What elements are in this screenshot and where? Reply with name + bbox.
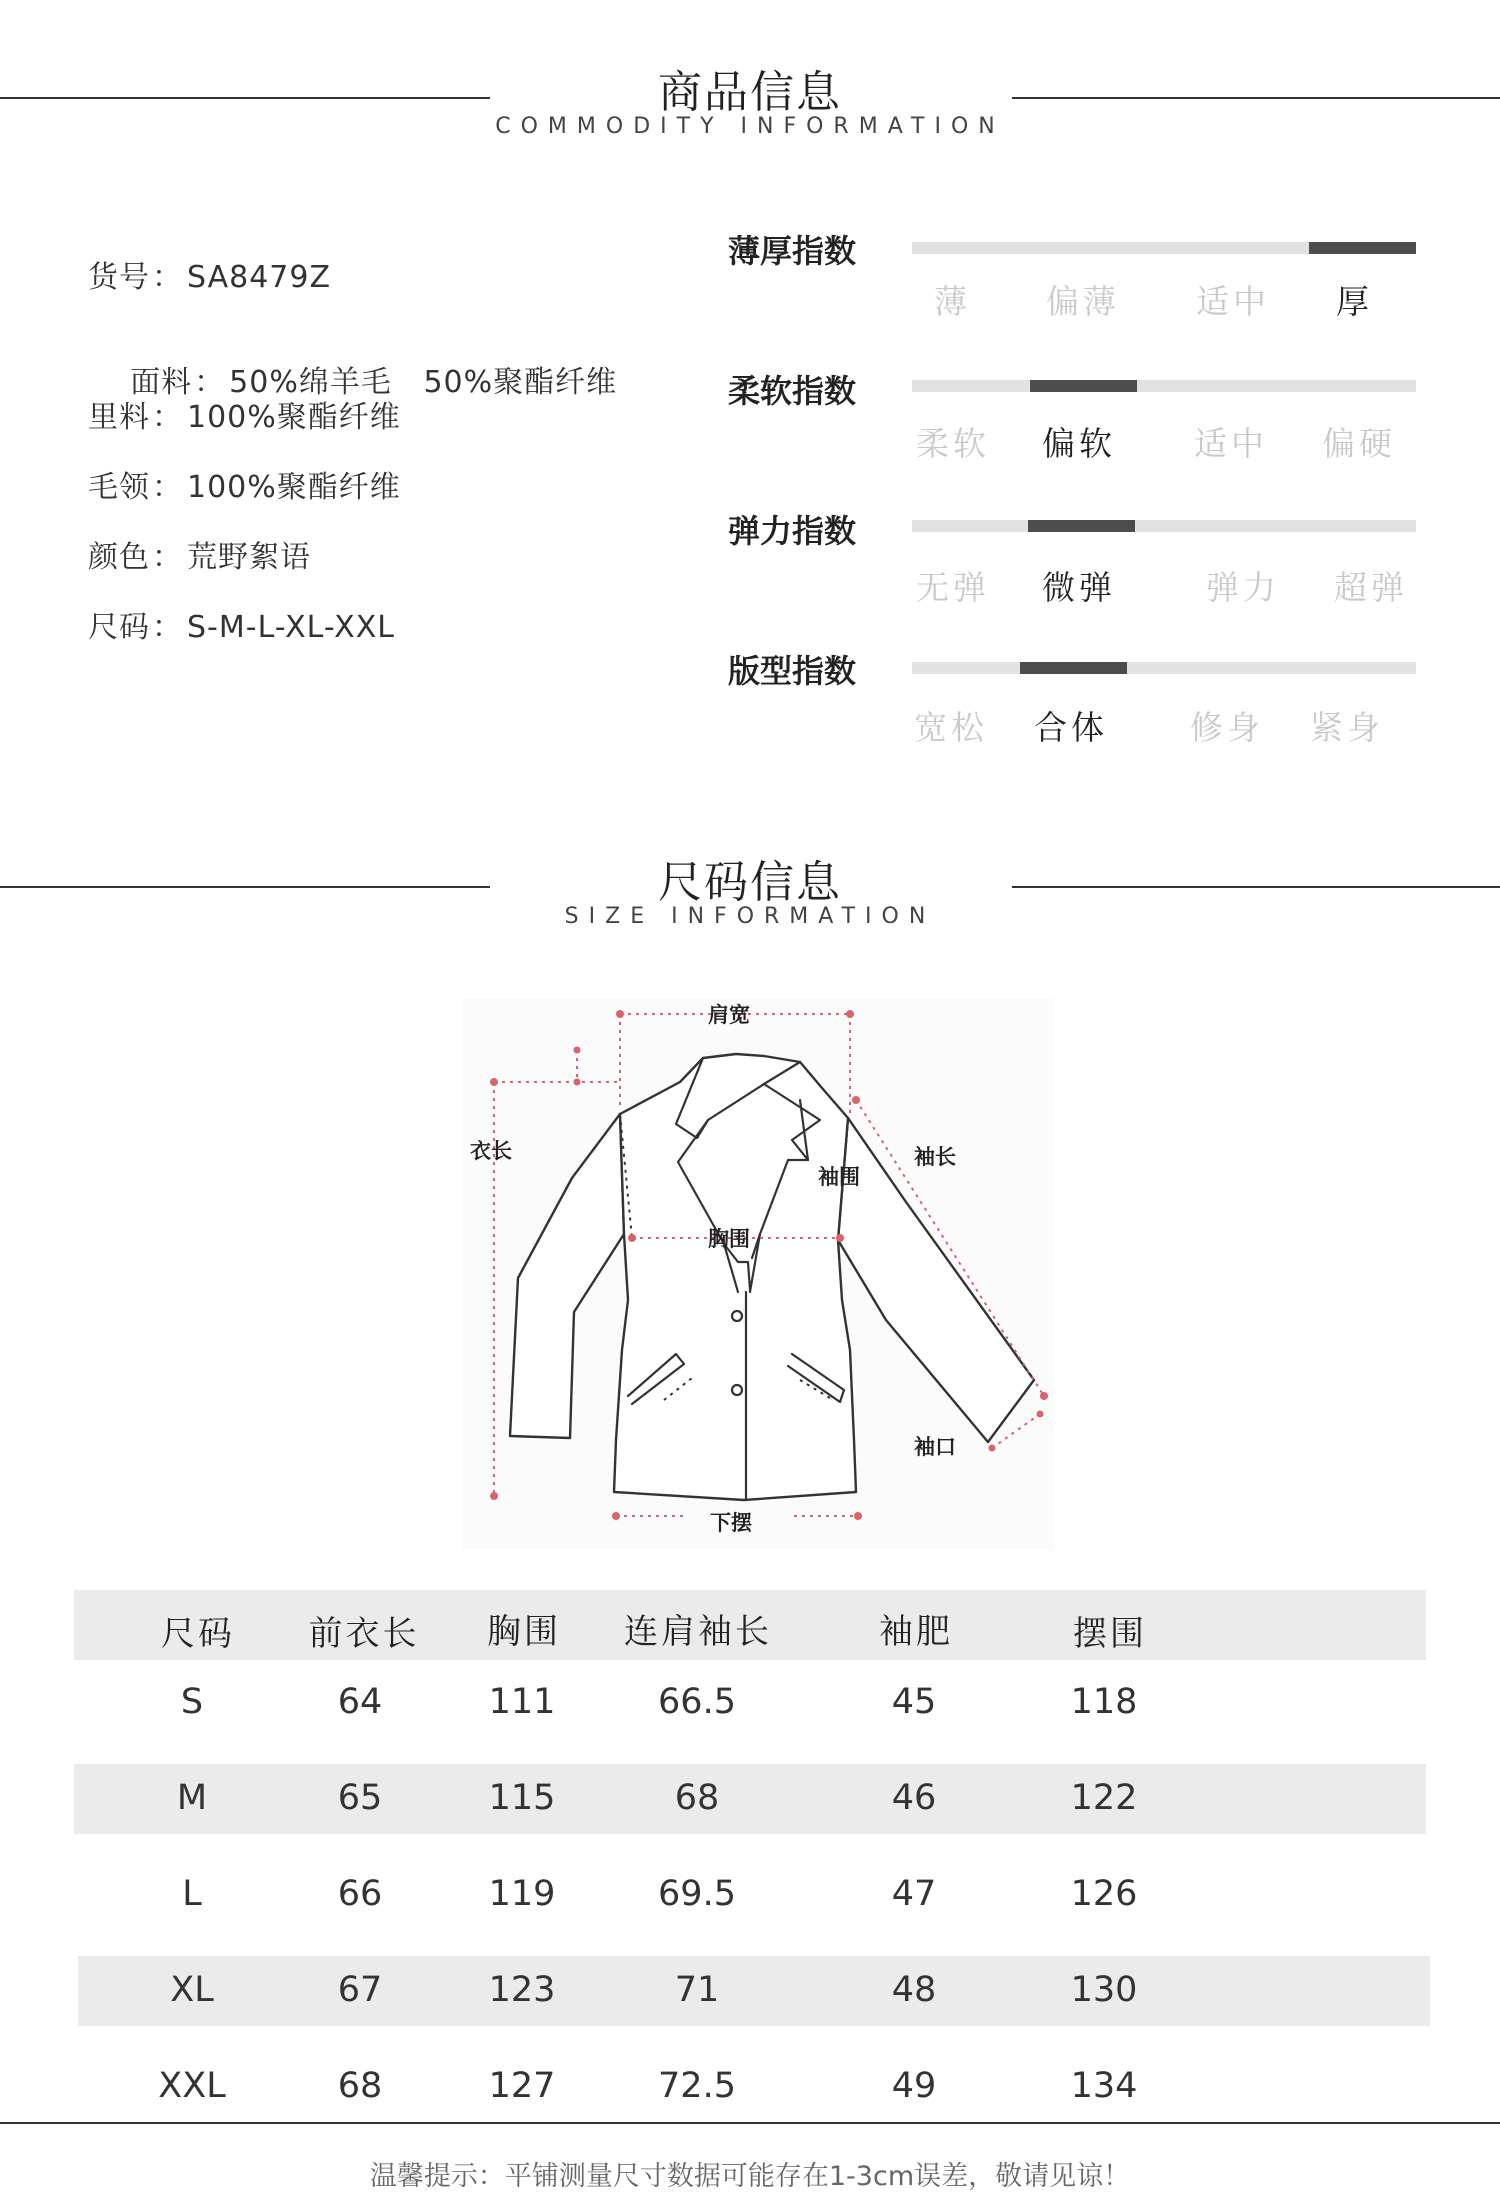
softness-level-medium: 适中 [1194,424,1268,463]
cell-size: S [180,1682,204,1722]
fit-level-slim: 修身 [1190,708,1264,747]
spec-label: 颜色 [88,540,150,575]
cell-sleeve-length: 71 [674,1970,720,2010]
header-hem: 摆围 [1073,1614,1147,1654]
label-cuff: 袖口 [914,1435,956,1459]
cell-chest: 127 [488,2066,556,2106]
thickness-level-slightly-thin: 偏薄 [1046,282,1120,321]
label-shoulder: 肩宽 [708,1003,750,1027]
elasticity-level-elastic: 弹力 [1206,568,1280,607]
spec-value: 荒野絮语 [187,540,311,575]
commodity-subtitle: COMMODITY INFORMATION [495,114,1005,139]
label-length: 衣长 [470,1139,512,1163]
fit-level-tight: 紧身 [1310,708,1384,747]
cell-size: XXL [158,2066,226,2106]
cell-chest: 119 [488,1874,556,1914]
cell-chest: 111 [488,1682,556,1722]
elasticity-level-super: 超弹 [1334,568,1408,607]
thickness-level-medium: 适中 [1196,282,1270,321]
cell-hem: 130 [1070,1970,1138,2010]
softness-index-label: 柔软指数 [728,372,857,410]
fit-level-regular: 合体 [1034,708,1108,747]
cell-chest: 115 [488,1778,556,1818]
spec-item-color: 颜色： 荒野絮语 [88,540,311,575]
header-front-length: 前衣长 [308,1614,420,1654]
label-sleeve-length: 袖长 [914,1145,956,1169]
cell-size: L [182,1874,202,1914]
size-subtitle: SIZE INFORMATION [564,904,936,929]
label-hem: 下摆 [710,1511,752,1535]
cell-hem: 134 [1070,2066,1138,2106]
spec-label: 里料 [88,400,150,435]
spec-value: 50%绵羊毛 50%聚酯纤维 [229,365,618,400]
cell-hem: 118 [1070,1682,1138,1722]
cell-front-length: 64 [337,1682,383,1722]
cell-size: XL [170,1970,214,2010]
cell-sleeve-length: 66.5 [658,1682,736,1722]
spec-value: 100%聚酯纤维 [187,400,401,435]
spec-item-lining: 里料： 100%聚酯纤维 [88,400,401,435]
cell-front-length: 65 [337,1778,383,1818]
cell-front-length: 66 [337,1874,383,1914]
spec-label: 面料 [130,365,193,400]
spec-label: 尺码 [88,610,150,645]
footer-note: 温馨提示：平铺测量尺寸数据可能存在1-3cm误差，敬请见谅！ [369,2161,1131,2192]
spec-item-fabric: 面料： 50%绵羊毛 50%聚酯纤维 [130,365,618,400]
spec-item-size: 尺码： S-M-L-XL-XXL [88,610,395,645]
cell-sleeve-width: 46 [891,1778,937,1818]
cell-sleeve-width: 48 [891,1970,937,2010]
softness-level-soft: 柔软 [916,424,990,463]
cell-front-length: 67 [337,1970,383,2010]
fit-level-loose: 宽松 [914,708,988,747]
label-chest: 胸围 [708,1227,750,1251]
cell-sleeve-width: 49 [891,2066,937,2106]
cell-chest: 123 [488,1970,556,2010]
cell-hem: 126 [1070,1874,1138,1914]
fit-index-label: 版型指数 [728,652,857,690]
elasticity-level-none: 无弹 [916,568,990,607]
table-row-band [78,1956,1430,2026]
table-bottom-rule [0,2122,1500,2124]
thickness-level-thin: 薄 [934,282,971,321]
header-chest: 胸围 [487,1612,561,1652]
cell-size: M [176,1778,208,1818]
softness-level-slightly-soft: 偏软 [1042,424,1116,463]
commodity-title: 商品信息 [658,67,842,118]
cell-sleeve-length: 68 [674,1778,720,1818]
spec-value: 100%聚酯纤维 [187,470,401,505]
header-sleeve-width: 袖肥 [879,1612,953,1652]
spec-label: 货号 [88,260,150,295]
elasticity-level-slight: 微弹 [1042,568,1116,607]
spec-label: 毛领 [88,470,150,505]
cell-sleeve-width: 45 [891,1682,937,1722]
header-sleeve-length: 连肩袖长 [624,1612,772,1652]
spec-value: SA8479Z [187,260,332,295]
elasticity-index-label: 弹力指数 [728,512,857,550]
cell-sleeve-length: 72.5 [658,2066,736,2106]
cell-front-length: 68 [337,2066,383,2106]
spec-item-sku: 货号： SA8479Z [88,260,332,295]
thickness-index-label: 薄厚指数 [728,232,857,270]
softness-level-slightly-hard: 偏硬 [1322,424,1396,463]
size-title: 尺码信息 [658,857,842,908]
spec-item-collar: 毛领： 100%聚酯纤维 [88,470,401,505]
cell-sleeve-width: 47 [891,1874,937,1914]
label-armhole: 袖围 [818,1165,860,1189]
header-size: 尺码 [161,1614,235,1654]
table-row-band [74,1764,1426,1834]
cell-sleeve-length: 69.5 [658,1874,736,1914]
thickness-level-thick: 厚 [1336,282,1373,321]
spec-value: S-M-L-XL-XXL [187,610,395,645]
cell-hem: 122 [1070,1778,1138,1818]
